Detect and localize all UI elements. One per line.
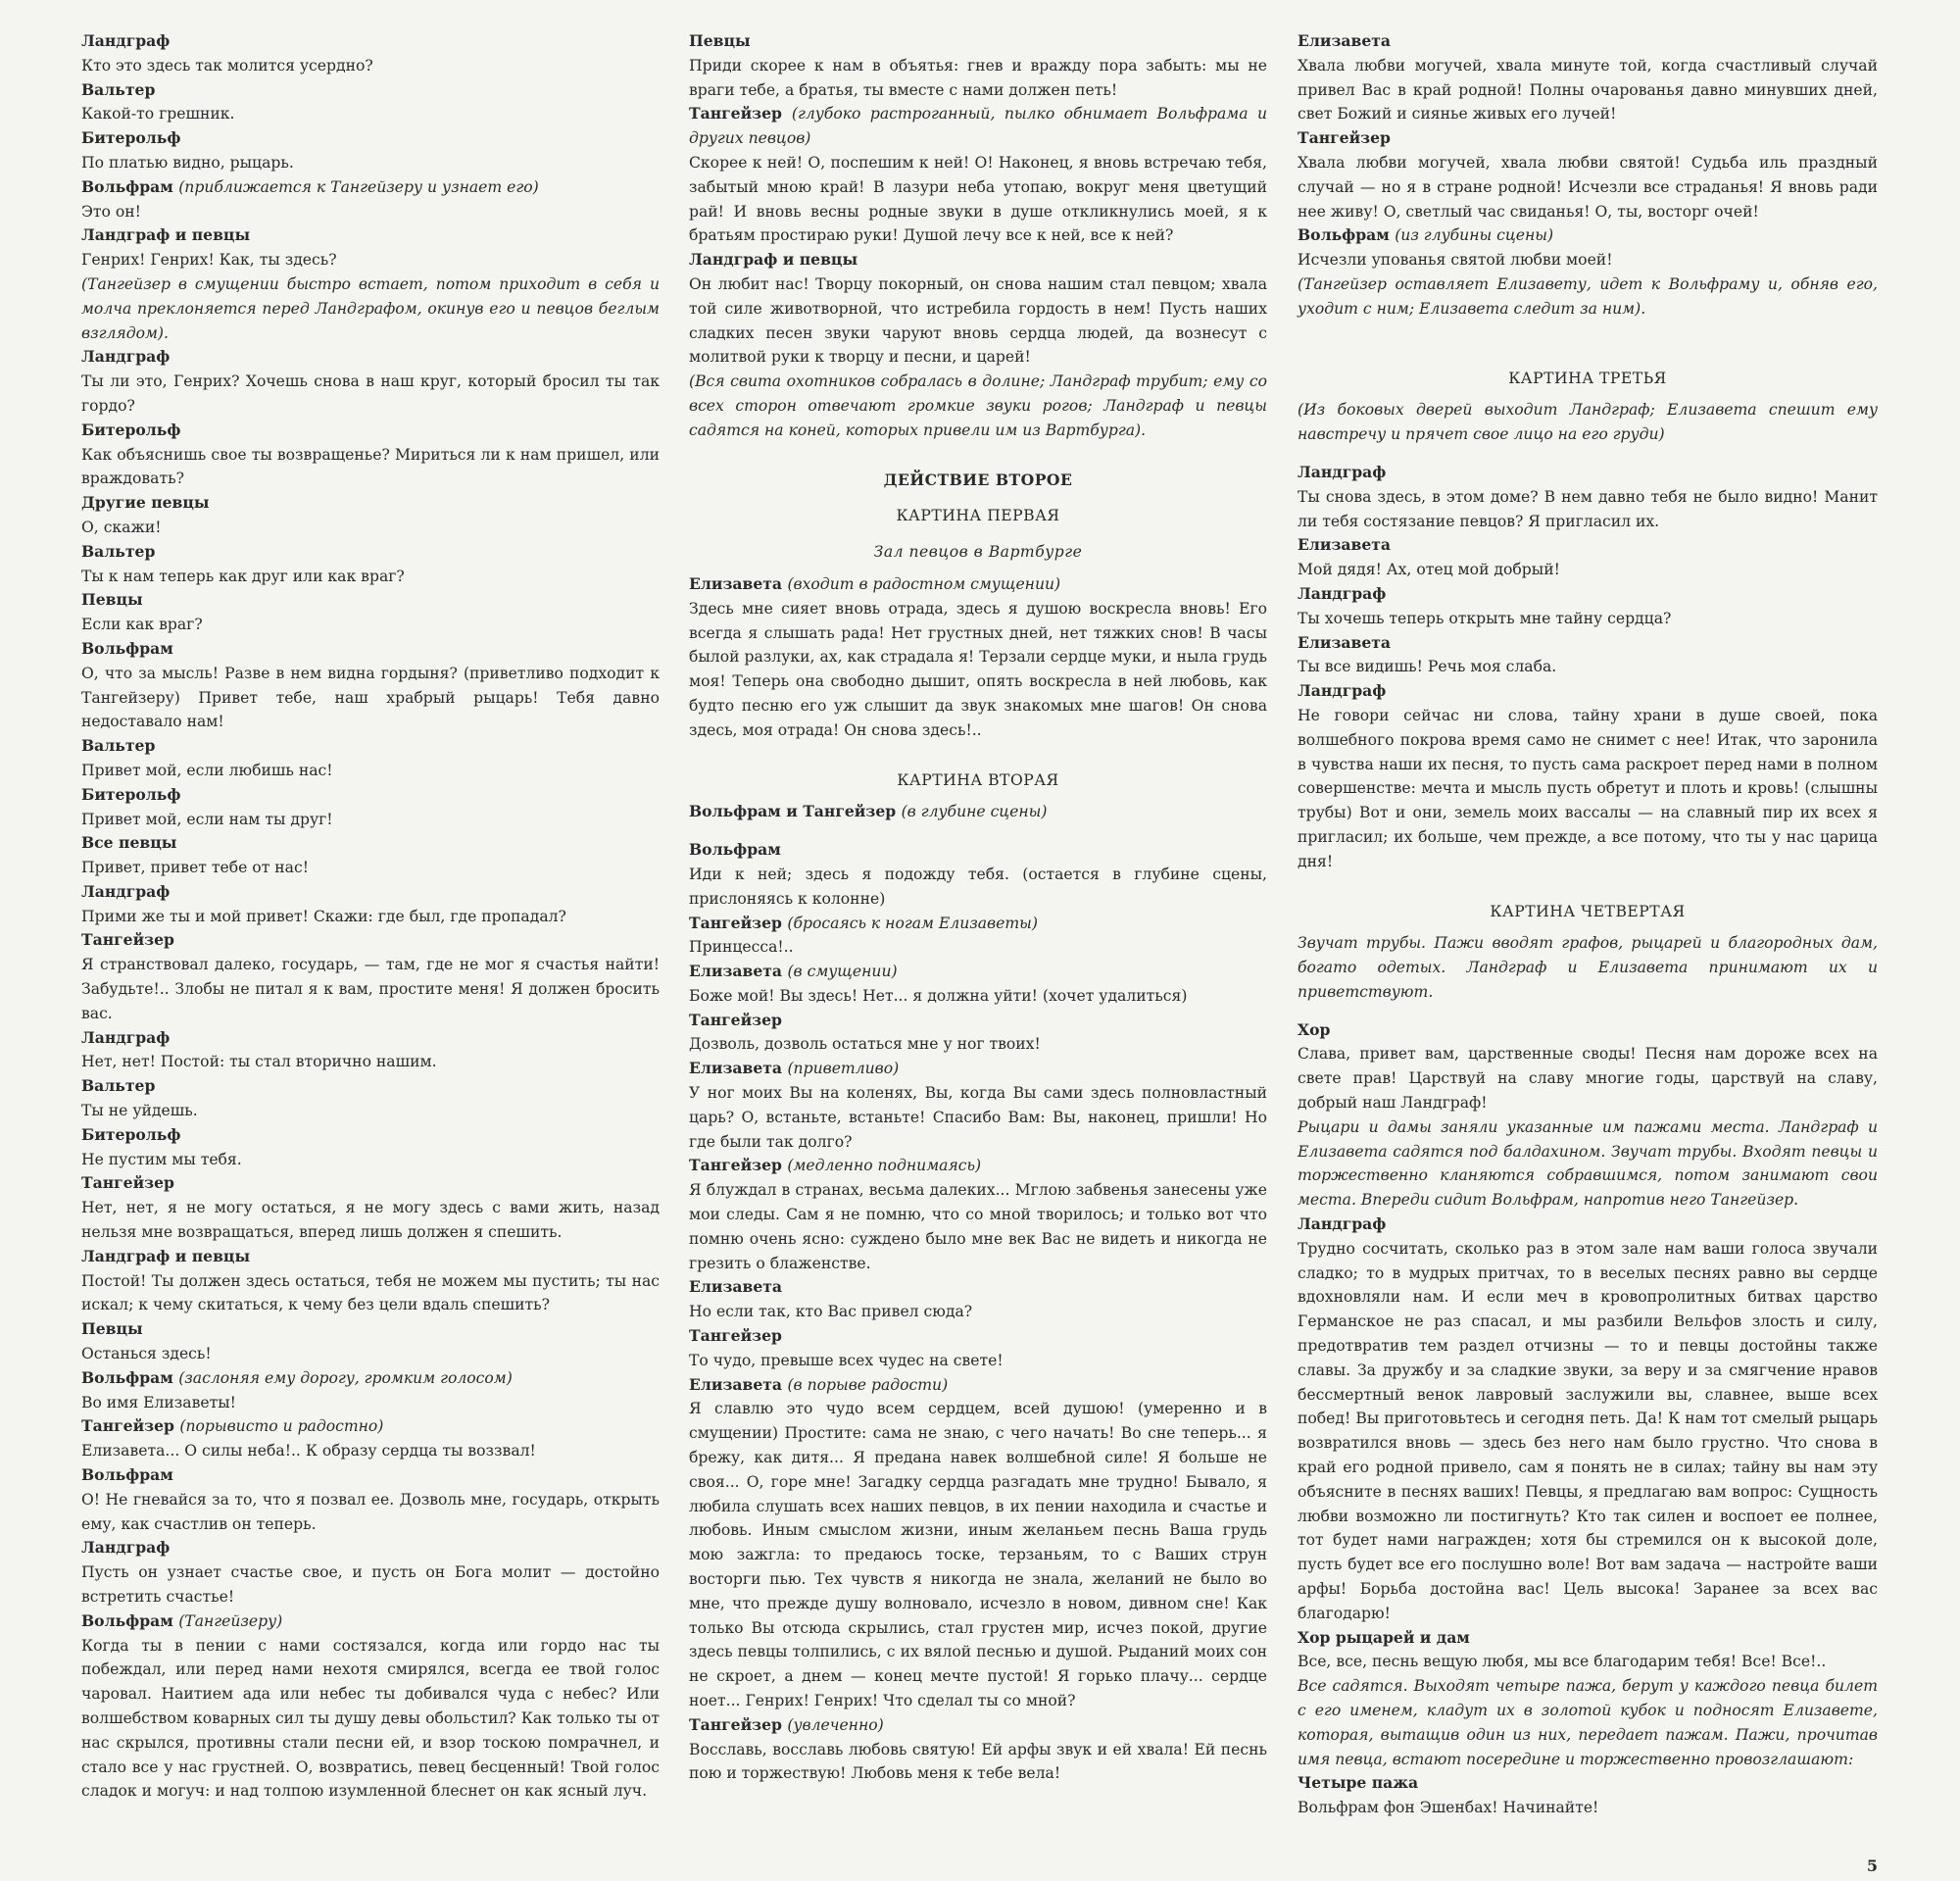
dialogue-line: Он любит нас! Творцу покорный, он снова нашим стал певцом; хвала той силе животворной, что истребила гордость в нем! Пусть наших сладких песен звуки чаруют вновь сердца людей, да вознесут с молитвой руки к творцу и песни, и царей!	[689, 274, 1267, 367]
dialogue-line: Боже мой! Вы здесь! Нет... я должна уйти! (хочет удалиться)	[689, 986, 1188, 1005]
dialogue-line: То чудо, превыше всех чудес на свете!	[689, 1351, 1004, 1369]
dialogue-line: Ты снова здесь, в этом доме? В нем давно тебя не было видно! Манит ли тебя состязание певцов? Я пригласил их.	[1298, 487, 1878, 530]
speaker-name	[81, 126, 660, 151]
dialogue-line: Приди скорее к нам в объятья: гнев и вражду пора забыть: мы не враги тебе, а братья, ты вместе с нами должен петь!	[689, 56, 1267, 99]
dialogue-line: Мой дядя! Ах, отец мой добрый!	[1298, 561, 1560, 579]
speaker-label: Вольфрам	[81, 1367, 173, 1387]
stage-direction: Звучат трубы. Пажи вводят графов, рыцарей и благородных дам, богато одетых. Ландграф и Елизавета принимают их и приветствуют.	[1298, 934, 1878, 1001]
speaker-label: Елизавета	[689, 1374, 783, 1394]
speaker-label: Елизавета	[1298, 632, 1392, 652]
stage-direction-inline: (увлеченно)	[787, 1715, 884, 1734]
dialogue-line: Пусть он узнает счастье свое, и пусть он Бога молит — достойно встретить счастье!	[81, 1563, 660, 1606]
column-middle	[689, 29, 1267, 1786]
speaker-label: Ландграф	[1298, 462, 1387, 481]
speaker-name	[81, 1171, 660, 1196]
dialogue-line: Трудно сосчитать, сколько раз в этом зале нам ваши голоса звучали сладко; то в мудрых притчах, то в веселых песнях равно вы сердце вдохновляли нам. И если меч в кровопролитных битвах царство Германское не раз спасал, и мы разбили Вельфов злость и силу, предотвратив тем раздел отчизны — то и певцы достойны также славы. За дружбу и за сладкие звуки, за веру и за смягчение нравов бессмертный венок лавровый заслужили вы, славнее, выше всех побед! Вы приготовьтесь и сегодня петь. Да! К нам тот смелый рыцарь возвратился вновь — здесь без него нам было грустно. Что снова в край его родной привело, сам я понять не в силах; тайну вы нам эту объясните в песнях ваших! Певцы, я предлагаю вам вопрос: Сущность любви возможно ли постигнуть? Кто так силен и воспоет ее полнее, тот будет нами награжден; хотя бы стремился он к высокой доле, пусть будет все его послушно воле! Вот вам задача — настройте ваши арфы! Борьба достойна вас! Цель высока! Заранее за всех вас благодарю!	[1298, 1239, 1878, 1622]
speaker-name	[81, 1366, 660, 1391]
speaker-label: Тангейзер	[689, 1714, 782, 1734]
speaker-name	[81, 540, 660, 565]
speaker-label: Елизавета	[1298, 31, 1392, 50]
dialogue-line: Ты к нам теперь как друг или как враг?	[81, 567, 405, 585]
dialogue-line: Я славлю это чудо всем сердцем, всей душою! (умеренно и в смущении) Простите: сама не знаю, с чего начать! Во сне теперь... я брежу, как дитя... Я предана навек волшебной силе! Я больше не своя... О, горе мне! Загадку сердца разгадать мне трудно! Бывало, я любила слушать всех наших певцов, в их пении находила и счастье и любовь. Иным смыслом жизни, иным желаньем песнь Ваша грудь мою зажгла: то предаюсь тоске, терзаньям, то с Ваших струн восторги пью. Тех чувств я никогда не знала, желаний не было во мне, что прежде душу волновало, исчезло в новом, дивном сне! Как только Вы отсюда скрылись, стал грустен мир, исчез покой, другие здесь певцы толпились, с их вялой песнью и душой. Рыданий моих сон не скроет, а днем — конец мечте пустой! Я горько плачу... сердце ноет... Генрих! Генрих! Что сделал ты со мной?	[689, 1400, 1267, 1709]
speaker-name	[81, 928, 660, 953]
dialogue-line: Не пустим мы тебя.	[81, 1150, 242, 1168]
dialogue-line: Все, все, песнь вещую любя, мы все благодарим тебя! Все! Все!..	[1298, 1653, 1827, 1671]
dialogue-line: Постой! Ты должен здесь остаться, тебя не можем мы пустить; ты нас искал; к чему скитаться, к чему без цели вдаль спешить?	[81, 1271, 660, 1314]
speaker-name	[689, 912, 1267, 936]
speaker-label: Ландграф	[81, 881, 171, 901]
dialogue-line: Вольфрам фон Эшенбах! Начинайте!	[1298, 1799, 1599, 1817]
speaker-label: Тангейзер	[689, 1010, 782, 1029]
speaker-label: Вольфрам	[81, 176, 173, 196]
speaker-name	[1298, 29, 1878, 54]
speaker-name	[1298, 1018, 1878, 1043]
stage-direction: Все садятся. Выходят четыре пажа, берут у каждого певца билет с его именем, кладут их в золотой кубок и подносят Елизавете, которая, вытащив один из них, передает пажам. Пажи, прочитав имя певца, встают посередине и торжественно провозглашают:	[1298, 1677, 1878, 1768]
speaker-label: Вольфрам	[81, 1610, 173, 1630]
speaker-label: Вольфрам	[1298, 225, 1390, 245]
speaker-label: Елизавета	[689, 1277, 783, 1297]
speaker-label: Вольфрам и Тангейзер	[689, 802, 897, 821]
speaker-label: Елизавета	[689, 962, 783, 981]
dialogue-line: У ног моих Вы на коленях, Вы, когда Вы сами здесь полновластный царь? О, встаньте, встаньте! Спасибо Вам: Вы, наконец, пришли! Но где были так долго?	[689, 1084, 1267, 1151]
dialogue-line: Не говори сейчас ни слова, тайну храни в душе своей, пока волшебного покрова время само не снимет с нее! Итак, что заронила в чувства наши их песня, то пусть сама раскроет перед нами в полном совершенстве: мечта и мысль пусть обретут и плоть и кровь! (слышны трубы) Вот и они, земель моих вассалы — на славный пир их всех я пригласил; их больше, чем прежде, а все потому, что ты у нас царица дня!	[1298, 706, 1878, 870]
speaker-name	[689, 1373, 1267, 1398]
spacer	[1298, 322, 1878, 355]
speaker-label: Ландграф	[1298, 681, 1387, 701]
speaker-name	[81, 1536, 660, 1560]
speaker-label: Тангейзер	[689, 1156, 782, 1175]
speaker-name	[81, 783, 660, 808]
dialogue-line: Ты ли это, Генрих? Хочешь снова в наш круг, который бросил ты так гордо?	[81, 372, 660, 415]
speaker-label: Вальтер	[81, 79, 156, 99]
dialogue-line: О! Не гневайся за то, что я позвал ее. Дозволь мне, государь, открыть ему, как счастлив он теперь.	[81, 1490, 660, 1533]
dialogue-line: Хвала любви могучей, хвала минуте той, когда счастливый случай привел Вас в край родной! Полны очарованья давно минувших дней, свет Божий и сиянье живых его лучей!	[1298, 56, 1878, 124]
dialogue-line: Но если так, кто Вас привел сюда?	[689, 1303, 973, 1321]
speaker-name	[689, 1324, 1267, 1349]
column-left	[81, 29, 660, 1804]
speaker-name	[81, 831, 660, 856]
speaker-label: Тангейзер	[81, 930, 174, 950]
dialogue-line: Дозволь, дозволь остаться мне у ног твоих!	[689, 1035, 1041, 1054]
section-heading: Зал певцов в Вартбурге	[873, 543, 1083, 562]
speaker-name	[689, 572, 1267, 597]
speaker-name	[1298, 631, 1878, 656]
speaker-label: Вальтер	[81, 1076, 156, 1096]
dialogue-line: Нет, нет, я не могу остаться, я не могу здесь с вами жить, назад нельзя мне возвращаться, вперед лишь должен я спешить.	[81, 1199, 660, 1242]
page-number: 5	[1866, 1856, 1878, 1875]
speaker-name	[689, 1275, 1267, 1300]
speaker-name	[1298, 533, 1878, 558]
speaker-label: Ландграф	[81, 1027, 171, 1047]
dialogue-line: По платью видно, рыцарь.	[81, 153, 294, 172]
speaker-name	[81, 78, 660, 103]
speaker-label: Елизавета	[689, 1059, 783, 1078]
stage-direction-inline: (порывисто и радостно)	[179, 1417, 384, 1436]
speaker-name	[81, 1026, 660, 1051]
speaker-name	[689, 960, 1267, 984]
dialogue-line: Ты хочешь теперь открыть мне тайну сердца?	[1298, 609, 1672, 627]
dialogue-line: Восславь, восславь любовь святую! Ей арфы звук и ей хвала! Ей песнь пою и торжествую! Любовь меня к тебе вела!	[689, 1740, 1267, 1783]
speaker-name	[81, 419, 660, 443]
speaker-label: Ландграф	[81, 31, 171, 50]
speaker-label: Ландграф	[81, 1538, 171, 1558]
speaker-label: Ландграф	[1298, 583, 1387, 603]
stage-direction: (Вся свита охотников собралась в долине; Ландграф трубит; ему со всех сторон отвечают громкие звуки рогов; Ландграф и певцы садятся на коней, которых привели им из Вартбурга).	[689, 372, 1267, 439]
dialogue-line: Хвала любви могучей, хвала любви святой! Судьба иль праздный случай — но я в стране родной! Исчезли все страданья! Я вновь ради нее живу! О, светлый час свиданья! О, ты, восторг очей!	[1298, 153, 1878, 221]
spacer	[1298, 1005, 1878, 1018]
section-heading: КАРТИНА ВТОРАЯ	[897, 770, 1059, 789]
speaker-label: Певцы	[81, 590, 143, 610]
dialogue-line: Иди к ней; здесь я подожду тебя. (остается в глубине сцены, прислоняясь к колонне)	[689, 865, 1267, 908]
speaker-label: Битерольф	[81, 784, 181, 804]
speaker-label: Вольфрам	[81, 1465, 173, 1485]
speaker-name	[689, 102, 1267, 151]
dialogue-line: Ты все видишь! Речь моя слаба.	[1298, 658, 1557, 676]
speaker-name	[689, 248, 1267, 272]
speaker-label: Четыре пажа	[1298, 1773, 1419, 1793]
speaker-label: Вольфрам	[689, 840, 781, 860]
speaker-name	[81, 345, 660, 370]
speaker-name	[689, 1713, 1267, 1738]
dialogue-line: Я странствовал далеко, государь, — там, где не мог я счастья найти! Забудьте!.. Злобы не питал я к вам, простите меня! Я должен бросить вас.	[81, 956, 660, 1022]
speaker-name	[689, 1057, 1267, 1081]
speaker-name	[1298, 461, 1878, 485]
speaker-name	[1298, 582, 1878, 607]
speaker-name	[81, 1074, 660, 1099]
dialogue-line: Я блуждал в странах, весьма далеких... Мглою забвенья занесены уже мои следы. Сам я не помню, что со мной творилось; и только вот что помню очень ясно: суждено было мне век Вас не видеть и никогда не грезить о блаженстве.	[689, 1181, 1267, 1272]
stage-direction: Рыцари и дамы заняли указанные им пажами места. Ландграф и Елизавета садятся под балдахином. Звучат трубы. Входят певцы и торжественно кланяются собравшимся, потом занимают свои места. Впереди сидит Вольфрам, напротив него Тангейзер.	[1298, 1117, 1878, 1210]
speaker-label: Певцы	[81, 1319, 143, 1339]
dialogue-line: Привет мой, если любишь нас!	[81, 761, 333, 779]
speaker-name	[81, 1414, 660, 1439]
stage-direction-inline: (в смущении)	[787, 963, 898, 981]
stage-direction-inline: (входит в радостном смущении)	[787, 574, 1061, 593]
stage-direction: (Из боковых дверей выходит Ландграф; Елизавета спешит ему навстречу и прячет свое лицо на его груди)	[1298, 401, 1878, 444]
dialogue-line: Прими же ты и мой привет! Скажи: где был, где пропадал?	[81, 907, 566, 925]
speaker-label: Вальтер	[81, 736, 156, 756]
speaker-name	[1298, 126, 1878, 151]
dialogue-line: Кто это здесь так молится усердно?	[81, 56, 373, 74]
dialogue-line: Привет, привет тебе от нас!	[81, 859, 309, 877]
stage-direction-inline: (в глубине сцены)	[901, 803, 1048, 821]
speaker-label: Певцы	[689, 31, 751, 50]
section-heading: ДЕЙСТВИЕ ВТОРОЕ	[883, 470, 1073, 489]
speaker-label: Тангейзер	[81, 1416, 174, 1436]
speaker-name	[81, 1609, 660, 1634]
speaker-label: Все певцы	[81, 833, 177, 853]
stage-direction: (Тангейзер оставляет Елизавету, идет к Вольфраму и, обняв его, уходит с ним; Елизавета следит за ним).	[1298, 274, 1878, 318]
speaker-label: Елизавета	[689, 573, 783, 593]
speaker-name	[689, 838, 1267, 863]
stage-direction: (Тангейзер в смущении быстро встает, потом приходит в себя и молча преклоняется перед Ландграфом, окинув его и певцов беглым взглядом).	[81, 274, 660, 342]
speaker-name	[1298, 679, 1878, 704]
speaker-name	[81, 880, 660, 905]
speaker-label: Тангейзер	[689, 913, 782, 932]
stage-direction-inline: (из глубины сцены)	[1395, 226, 1554, 245]
spacer	[689, 743, 1267, 757]
speaker-label: Тангейзер	[689, 104, 782, 124]
speaker-name	[81, 491, 660, 516]
dialogue-line: Нет, нет! Постой: ты стал вторично нашим.	[81, 1053, 437, 1071]
dialogue-line: Какой-то грешник.	[81, 105, 235, 124]
speaker-name	[81, 637, 660, 662]
speaker-label: Ландграф	[1298, 1214, 1387, 1234]
dialogue-line: Когда ты в пении с нами состязался, когда или гордо нас ты побеждал, или перед нами нехотя смирялся, всегда ее твой голос чаровал. Наитием ада или небес ты добивался чуда с небес? Или волшебством коварных сил ты душу девы обольстил? Как только ты от нас скрылся, противны стали песни ей, и взор тоскою помрачнел, и стало все у нас грустней. О, возвратись, певец бесценный! Твой голос сладок и могуч: и над толпою изумленной блеснет он как ясный луч.	[81, 1636, 660, 1801]
speaker-label: Хор	[1298, 1019, 1331, 1039]
spacer	[1298, 447, 1878, 461]
speaker-label: Хор рыцарей и дам	[1298, 1627, 1470, 1647]
speaker-label: Битерольф	[81, 420, 181, 439]
stage-direction-inline: (приветливо)	[787, 1060, 900, 1078]
dialogue-line: Здесь мне сияет вновь отрада, здесь я душою воскресла вновь! Его всегда я слышать рада! Нет грустных дней, нет тяжких снов! В часы былой разлуки, ах, как страдала я! Терзали сердце муки, и ныла грудь моя! Теперь она свободно дышит, опять воскресла в ней любовь, как будто песню его уж слышит да звук знакомых мне шагов! Он снова здесь, моя отрада! Он снова здесь!..	[689, 599, 1267, 739]
stage-direction-inline: (медленно поднимаясь)	[787, 1157, 982, 1175]
dialogue-line: Останься здесь!	[81, 1345, 212, 1363]
section-heading: КАРТИНА ТРЕТЬЯ	[1508, 369, 1667, 387]
spacer	[689, 443, 1267, 457]
speaker-label: Ландграф	[81, 347, 171, 367]
speaker-name	[81, 1245, 660, 1269]
spacer	[689, 824, 1267, 838]
spacer	[1298, 874, 1878, 888]
speaker-name	[1298, 223, 1878, 248]
speaker-label: Елизавета	[1298, 535, 1392, 555]
stage-direction-inline: (в порыве радости)	[787, 1375, 949, 1394]
dialogue-line: Принцесса!..	[689, 938, 794, 957]
speaker-name	[81, 1317, 660, 1342]
speaker-label: Тангейзер	[689, 1326, 782, 1346]
stage-direction-inline: (Тангейзеру)	[178, 1611, 283, 1630]
speaker-label: Другие певцы	[81, 493, 210, 513]
speaker-name	[81, 734, 660, 759]
dialogue-line: Если как враг?	[81, 616, 203, 634]
speaker-name	[689, 1009, 1267, 1033]
column-right	[1298, 29, 1878, 1820]
dialogue-line: О, скажи!	[81, 518, 162, 536]
dialogue-line: Во имя Елизаветы!	[81, 1393, 236, 1411]
speaker-name	[1298, 1626, 1878, 1651]
stage-direction-inline: (глубоко растроганный, пылко обнимает Вольфрама и других певцов)	[689, 105, 1267, 148]
stage-direction-inline: (бросаясь к ногам Елизаветы)	[787, 914, 1038, 932]
speaker-name	[81, 175, 660, 200]
speaker-label: Тангейзер	[1298, 128, 1391, 148]
speaker-label: Ландграф и певцы	[81, 1246, 251, 1265]
speaker-name	[689, 29, 1267, 54]
speaker-label: Ландграф и певцы	[689, 250, 858, 270]
dialogue-line: Елизавета... О силы неба!.. К образу сердца ты воззвал!	[81, 1442, 536, 1460]
speaker-label: Вольфрам	[81, 638, 173, 658]
speaker-label: Вальтер	[81, 541, 156, 561]
dialogue-line: Это он!	[81, 202, 141, 221]
speaker-label: Битерольф	[81, 128, 181, 148]
speaker-name	[81, 1123, 660, 1148]
dialogue-line: Привет мой, если нам ты друг!	[81, 810, 333, 828]
speaker-name	[81, 223, 660, 248]
section-heading: КАРТИНА ЧЕТВЕРТАЯ	[1490, 902, 1686, 920]
dialogue-line: Как объяснишь свое ты возвращенье? Мириться ли к нам пришел, или враждовать?	[81, 445, 660, 488]
stage-direction-inline: (приближается к Тангейзеру и узнает его)	[178, 177, 539, 196]
speaker-label: Битерольф	[81, 1124, 181, 1144]
speaker-name	[689, 1154, 1267, 1178]
speaker-label: Тангейзер	[81, 1173, 174, 1193]
speaker-name	[81, 1463, 660, 1488]
speaker-label: Ландграф и певцы	[81, 225, 251, 245]
section-heading: КАРТИНА ПЕРВАЯ	[896, 507, 1060, 525]
speaker-name	[1298, 1213, 1878, 1237]
dialogue-line: Слава, привет вам, царственные своды! Песня нам дороже всех на свете прав! Царствуй на славу многие годы, царствуй на славу, добрый наш Ландграф!	[1298, 1045, 1878, 1113]
speaker-name	[81, 29, 660, 54]
stage-direction-inline: (заслоняя ему дорогу, громким голосом)	[178, 1368, 513, 1387]
speaker-name	[81, 588, 660, 613]
dialogue-line: Скорее к ней! О, поспешим к ней! О! Наконец, я вновь встречаю тебя, забытый мною край! В лазури неба утопаю, вокруг меня цветущий рай! И вновь весны родные звуки в душе откликнулись моей, я к братьям простираю руки! Душой лечу все к ней, все к ней?	[689, 153, 1267, 245]
dialogue-line: Ты не уйдешь.	[81, 1102, 198, 1120]
speaker-name	[1298, 1771, 1878, 1796]
dialogue-line: О, что за мысль! Разве в нем видна гордыня? (приветливо подходит к Тангейзеру) Привет тебе, наш храбрый рыцарь! Тебя давно недоставало нам!	[81, 664, 660, 731]
speaker-name	[689, 800, 1267, 824]
dialogue-line: Исчезли упованья святой любви моей!	[1298, 251, 1613, 270]
dialogue-line: Генрих! Генрих! Как, ты здесь?	[81, 251, 337, 270]
